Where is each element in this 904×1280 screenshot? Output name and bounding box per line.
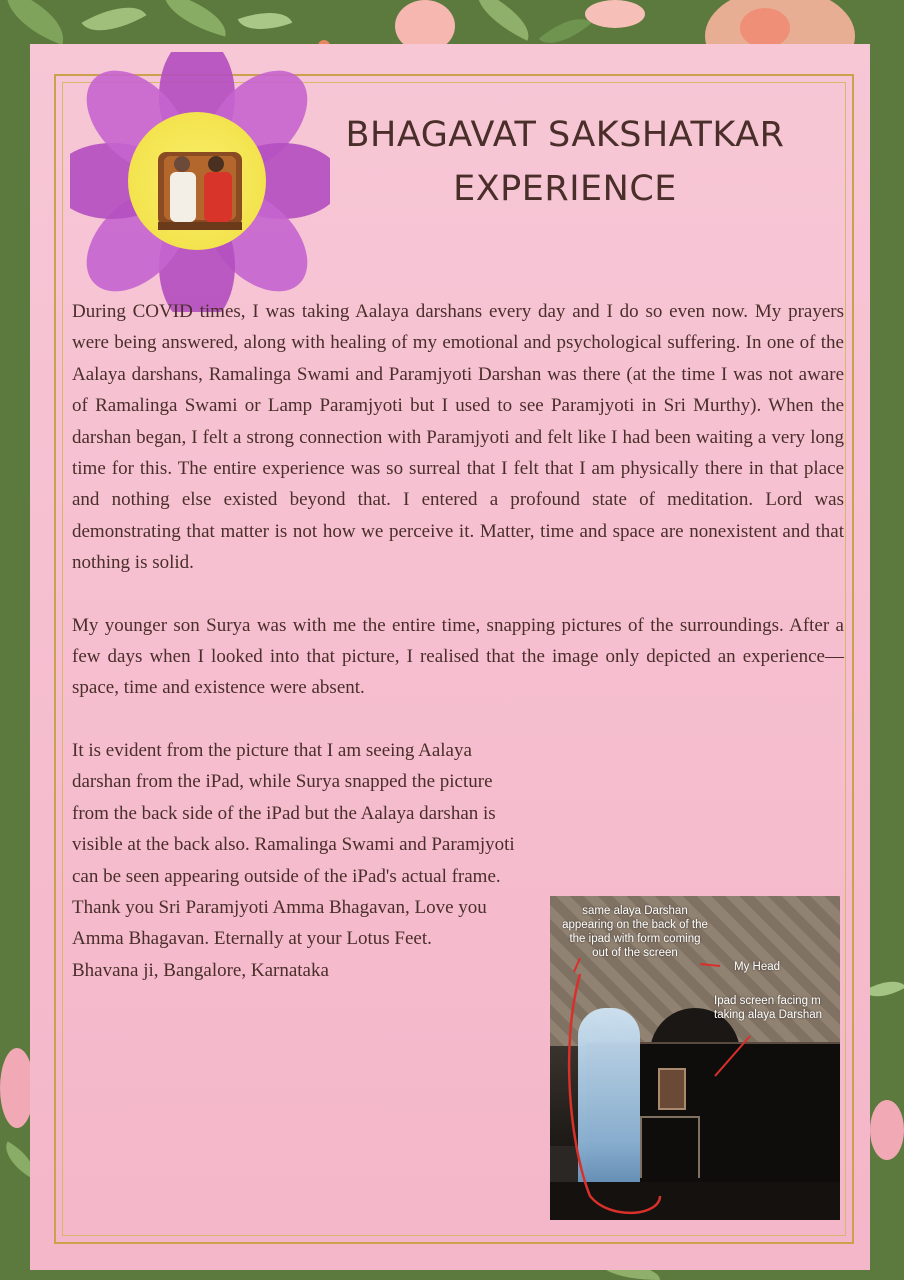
paragraph-2: My younger son Surya was with me the entire time, snapping pictures of the surroundings. After a few days when I looked into that picture, I realised that the image only depicted an experience—space, time and existence were absent. <box>72 614 844 699</box>
signature: Bhavana ji, Bangalore, Karnataka <box>72 960 329 981</box>
paragraph-1: During COVID times, I was taking Aalaya darshans every day and I do so even now. My prayers were being answered, along with healing of my emotional and psychological suffering. In one of the Aalaya darshans, Ramalinga Swami and Paramjyoti Darshan was there (at the time I was not aware of Ramalinga Swami or Lamp Paramjyoti but I used to see Paramjyoti in Sri Murthy). When the darshan began, I felt a strong connection with Paramjyoti and felt like I had been waiting a very long time for this. The entire experience was so surreal that I felt that I am physically there in that place and nothing else existed beyond that. I entered a profound state of meditation. Lord was demonstrating that matter is not how we perceive it. Matter, time and space are nonexistent and that nothing is solid. <box>72 301 844 574</box>
paragraph-3: It is evident from the picture that I am seeing Aalaya darshan from the iPad, while Surya snapped the picture from the back side of the iPad but the Aalaya darshan is visible at the back also. Ramalinga Swami and Paramjyoti can be seen appearing outside of the iPad's actual frame. Thank you Sri Paramjyoti Amma Bhagavan, Love you Amma Bhagavan. Eternally at your Lotus Feet. <box>72 739 515 950</box>
annotation-my-head: My Head <box>734 961 781 973</box>
annotation-ipad-screen: Ipad screen facing m taking alaya Darshan <box>714 995 823 1021</box>
annotation-same-darshan: same alaya Darshan appearing on the back of the the ipad with form coming out of the screen <box>562 905 708 959</box>
title-line-1: BHAGAVAT SAKSHATKAR <box>345 115 785 155</box>
testimony-text <box>72 296 844 986</box>
deity-portrait-icon <box>70 52 330 312</box>
darshan-photo <box>550 896 840 1220</box>
flower-badge <box>70 52 330 312</box>
page-title <box>300 108 830 216</box>
title-line-2: EXPERIENCE <box>453 169 677 209</box>
